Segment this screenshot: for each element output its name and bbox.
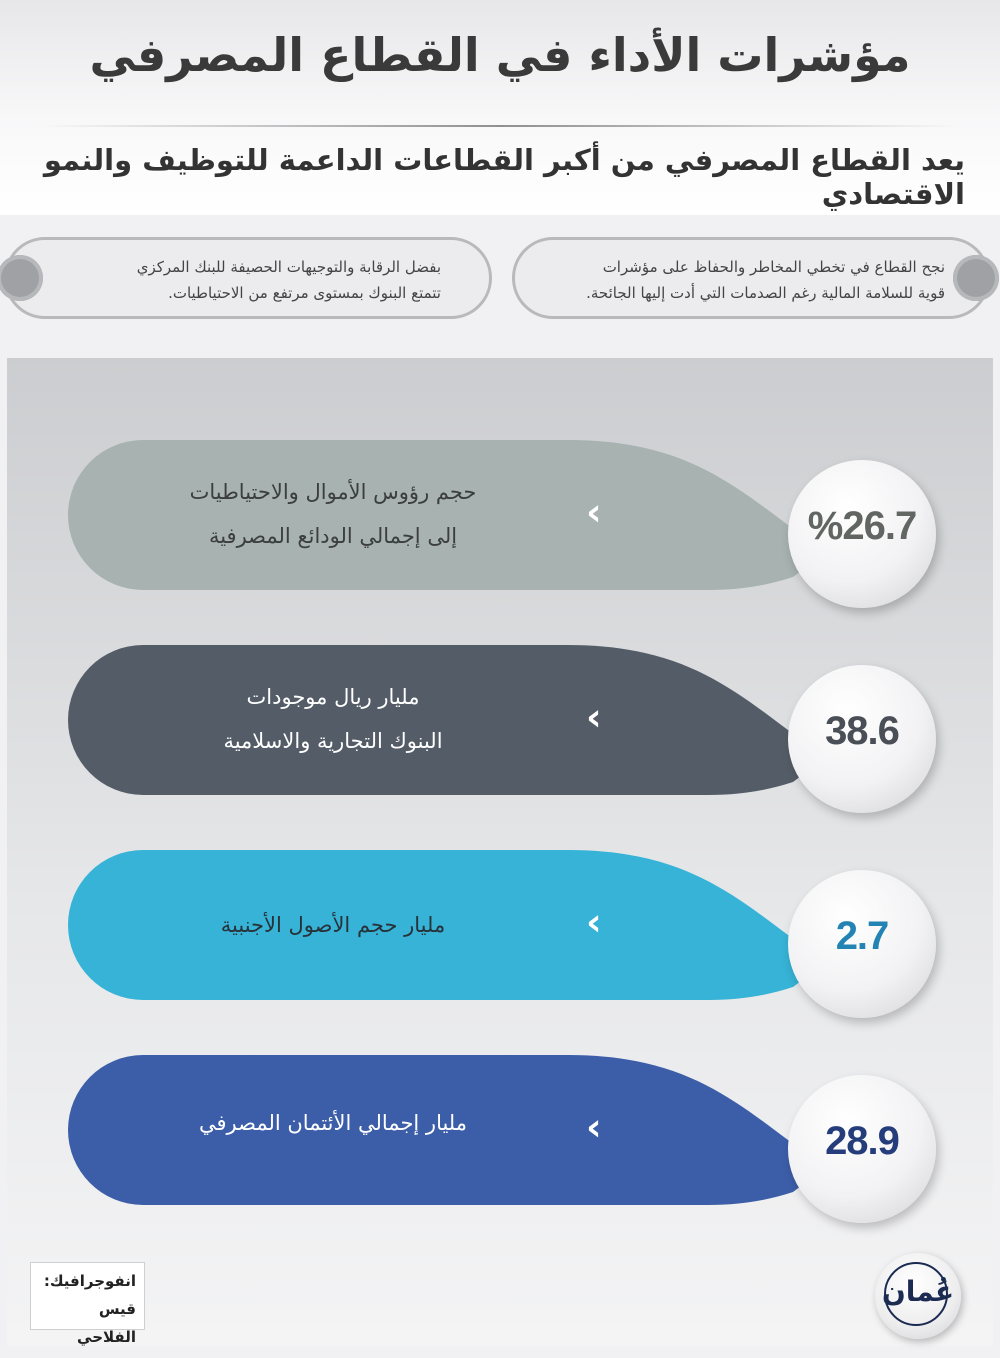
divider: [40, 125, 960, 127]
page-subtitle: يعد القطاع المصرفي من أكبر القطاعات الداعمة للتوظيف والنمو الاقتصادي: [43, 143, 965, 211]
stat-value: 38.6: [825, 709, 899, 753]
stat-value: 28.9: [825, 1119, 899, 1163]
newspaper-logo: [875, 1253, 961, 1339]
note-line: قوية للسلامة المالية رغم الصدمات التي أدت إليها الجائحة.: [586, 284, 945, 302]
stat-value: %26.7: [807, 504, 917, 548]
stat-label-line: مليار ريال موجودات: [246, 685, 420, 709]
bullet-dot-icon: [953, 255, 999, 301]
chevron-left-icon: ‹: [586, 695, 602, 739]
bullet-dot-icon: [0, 255, 43, 301]
stat-label: [98, 1101, 568, 1145]
stat-label-line: البنوك التجارية والاسلامية: [223, 729, 443, 753]
stat-bank-assets: [68, 645, 948, 815]
value-circle: [788, 665, 936, 813]
note-reserves: [4, 237, 492, 319]
note-line: تتمتع البنوك بمستوى مرتفع من الاحتياطيات.: [168, 284, 441, 302]
note-resilience: [512, 237, 990, 319]
stat-capital-ratio: [68, 440, 948, 610]
credit-author: قيس الفلاحي: [77, 1300, 136, 1346]
infographic-credit: [30, 1262, 145, 1346]
chevron-left-icon: ‹: [586, 1105, 602, 1149]
page-title: مؤشرات الأداء في القطاع المصرفي: [89, 28, 911, 82]
note-text: [67, 254, 441, 306]
credit-label: انفوجرافيك:: [43, 1272, 136, 1290]
stat-value: 2.7: [835, 914, 889, 958]
stat-label-line: مليار إجمالي الأئتمان المصرفي: [198, 1111, 468, 1135]
stat-foreign-assets: [68, 850, 948, 1020]
header: [0, 0, 1000, 215]
note-text: [535, 254, 945, 306]
stat-label-line: مليار حجم الأصول الأجنبية: [220, 913, 446, 937]
stat-bank-credit: [68, 1055, 948, 1225]
note-line: نجح القطاع في تخطي المخاطر والحفاظ على مؤشرات: [602, 258, 945, 276]
note-line: بفضل الرقابة والتوجيهات الحصيفة للبنك المركزي: [136, 258, 441, 276]
value-circle: [788, 870, 936, 1018]
chevron-left-icon: ‹: [586, 900, 602, 944]
stat-label-line: حجم رؤوس الأموال والاحتياطيات: [189, 480, 477, 504]
logo-wordmark: عُمان: [881, 1275, 955, 1308]
value-circle: [788, 460, 936, 608]
value-circle: [788, 1075, 936, 1223]
stat-label: [98, 470, 568, 558]
stat-label: [98, 675, 568, 763]
chevron-left-icon: ‹: [586, 490, 602, 534]
stat-label-line: إلى إجمالي الودائع المصرفية: [208, 524, 458, 548]
stat-label: [98, 903, 568, 947]
